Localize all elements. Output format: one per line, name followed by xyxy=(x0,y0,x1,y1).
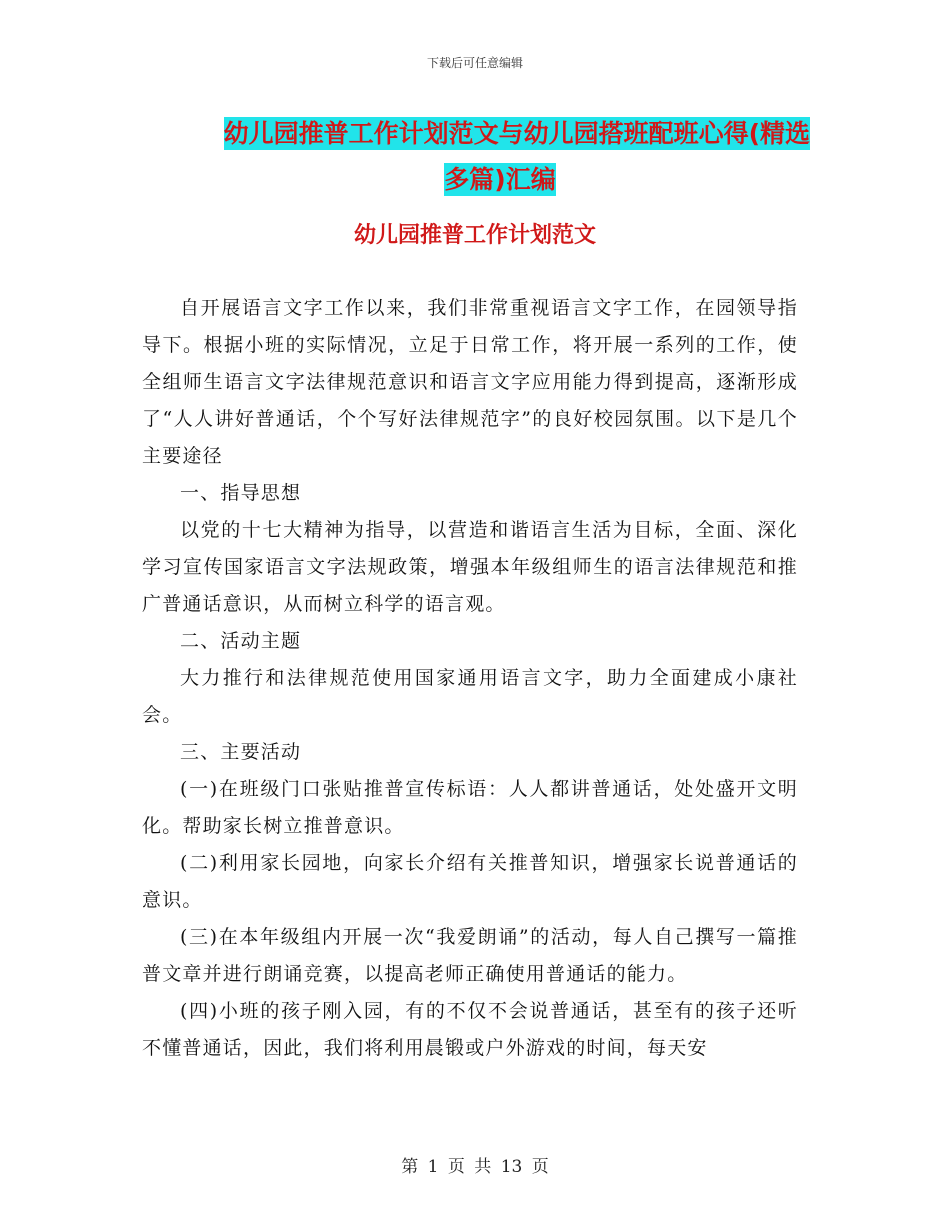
page-number: 第 1 页 共 13 页 xyxy=(401,1157,549,1177)
heading-activity-theme: 二、活动主题 xyxy=(180,630,302,652)
paragraph: 大力推行和法律规范使用国家通用语言文字，助力全面建成小康社会。 xyxy=(142,667,798,726)
section-title: 幼儿园推普工作计划范文 xyxy=(353,223,596,248)
document-title-line-1 xyxy=(140,111,860,157)
heading-main-activities: 三、主要活动 xyxy=(180,741,302,763)
header-note: 下载后可任意编辑 xyxy=(426,56,523,70)
list-item: (三)在本年级组内开展一次“我爱朗诵”的活动，每人自己撰写一篇推普文章并进行朗诵竞赛，以提高老师正确使用普通话的能力。 xyxy=(142,926,798,985)
list-item: (四)小班的孩子刚入园，有的不仅不会说普通话，甚至有的孩子还听不懂普通话，因此，我们将利用晨锻或户外游戏的时间，每天安 xyxy=(142,1000,798,1059)
paragraph: 自开展语言文字工作以来，我们非常重视语言文字工作，在园领导指导下。根据小班的实际情况，立足于日常工作，将开展一系列的工作，使全组师生语言文字法律规范意识和语言文字应用能力得到提高，逐渐形成了“人人讲好普通话，个个写好法律规范字”的良好校园氛围。以下是几个主要途径 xyxy=(142,297,798,467)
title-highlight-1: 幼儿园推普工作计划范文与幼儿园搭班配班心得(精选 xyxy=(223,119,810,148)
paragraph: 以党的十七大精神为指导，以营造和谐语言生活为目标，全面、深化学习宣传国家语言文字法规政策，增强本年级组师生的语言法律规范和推广普通话意识，从而树立科学的语言观。 xyxy=(142,519,798,615)
document-title xyxy=(140,111,860,203)
list-item: (一)在班级门口张贴推普宣传标语：人人都讲普通话，处处盛开文明化。帮助家长树立推普意识。 xyxy=(142,778,798,837)
document-body xyxy=(142,290,798,1067)
title-highlight-2: 多篇)汇编 xyxy=(444,165,556,194)
document-title-line-2 xyxy=(140,157,860,203)
heading-guiding-ideology: 一、指导思想 xyxy=(180,482,302,504)
list-item: (二)利用家长园地，向家长介绍有关推普知识，增强家长说普通话的意识。 xyxy=(142,852,798,911)
